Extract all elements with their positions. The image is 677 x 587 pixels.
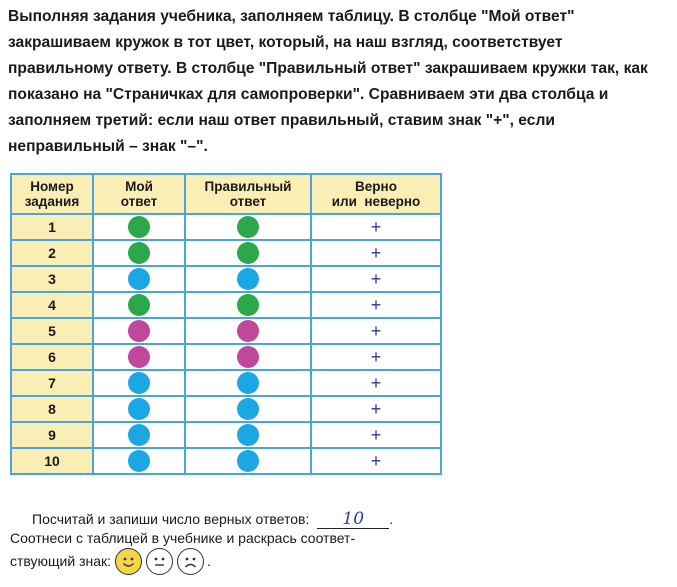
correct-answer-circle[interactable] — [237, 268, 259, 290]
verdict-cell — [311, 318, 441, 344]
correct-answer-cell — [185, 292, 311, 318]
my-answer-cell — [93, 448, 185, 474]
instruction-line: неправильный – знак "–". — [8, 138, 208, 155]
instruction-line: правильному ответу. В столбце "Правильный ответ" закрашиваем кружки так, как — [8, 60, 648, 77]
table-row — [11, 214, 441, 240]
verdict-cell — [311, 266, 441, 292]
header-text: задания — [24, 194, 80, 209]
table-row — [11, 240, 441, 266]
my-answer-circle[interactable] — [128, 242, 150, 264]
header-text: Мой — [125, 179, 153, 194]
verdict-mark: + — [370, 372, 382, 393]
task-number: 6 — [11, 344, 93, 370]
correct-answer-circle[interactable] — [237, 242, 259, 264]
table-header-row — [11, 174, 441, 214]
my-answer-cell — [93, 240, 185, 266]
my-answer-cell — [93, 318, 185, 344]
task-number: 4 — [11, 292, 93, 318]
count-answer-field[interactable]: 10 — [317, 511, 389, 529]
verdict-mark: + — [370, 216, 382, 237]
correct-answer-cell — [185, 396, 311, 422]
table-row — [11, 266, 441, 292]
verdict-mark: + — [370, 450, 382, 471]
verdict-cell — [311, 214, 441, 240]
instruction-line-2: Соотнеси с таблицей в учебнике и раскрась соответ- — [10, 530, 356, 546]
task-number: 3 — [11, 266, 93, 292]
table-row — [11, 422, 441, 448]
verdict-mark: + — [370, 424, 382, 445]
faces-prompt: ствующий знак: — [10, 553, 112, 569]
period: . — [207, 553, 211, 569]
header-correct-answer — [185, 174, 311, 214]
header-text: Номер — [30, 179, 74, 194]
my-answer-circle[interactable] — [128, 294, 150, 316]
my-answer-circle[interactable] — [128, 424, 150, 446]
count-prompt: Посчитай и запиши число верных ответов: — [32, 511, 310, 527]
my-answer-circle[interactable] — [128, 320, 150, 342]
task-number: 9 — [11, 422, 93, 448]
correct-answer-cell — [185, 422, 311, 448]
verdict-mark: + — [370, 294, 382, 315]
header-verdict — [311, 174, 441, 214]
my-answer-circle[interactable] — [128, 450, 150, 472]
verdict-cell — [311, 422, 441, 448]
verdict-mark: + — [370, 320, 382, 341]
verdict-cell — [311, 370, 441, 396]
instruction-line: показано на "Страничках для самопроверки". Сравниваем эти два столбца и — [8, 86, 609, 103]
verdict-mark: + — [370, 242, 382, 263]
verdict-cell — [311, 344, 441, 370]
table-row — [11, 370, 441, 396]
header-task-number — [11, 174, 93, 214]
task-number: 5 — [11, 318, 93, 344]
faces-line — [10, 548, 450, 575]
table-row — [11, 344, 441, 370]
neutral-face-icon[interactable] — [146, 548, 173, 575]
verdict-mark: + — [370, 398, 382, 419]
correct-answer-cell — [185, 448, 311, 474]
verdict-mark: + — [370, 268, 382, 289]
header-text: или неверно — [331, 194, 421, 209]
task-number: 2 — [11, 240, 93, 266]
period: . — [389, 511, 394, 527]
my-answer-circle[interactable] — [128, 398, 150, 420]
my-answer-circle[interactable] — [128, 346, 150, 368]
my-answer-circle[interactable] — [128, 268, 150, 290]
count-line — [10, 510, 450, 529]
my-answer-circle[interactable] — [128, 372, 150, 394]
task-number: 1 — [11, 214, 93, 240]
header-text: ответ — [229, 194, 267, 209]
instruction-line: Выполняя задания учебника, заполняем таблицу. В столбце "Мой ответ" — [8, 8, 575, 25]
instruction-line: заполняем третий: если наш ответ правильный, ставим знак "+", если — [8, 112, 555, 129]
correct-answer-circle[interactable] — [237, 424, 259, 446]
correct-answer-circle[interactable] — [237, 320, 259, 342]
footer — [10, 510, 450, 575]
self-check-table — [10, 173, 442, 475]
header-my-answer — [93, 174, 185, 214]
task-number: 8 — [11, 396, 93, 422]
my-answer-cell — [93, 292, 185, 318]
correct-answer-circle[interactable] — [237, 346, 259, 368]
my-answer-cell — [93, 344, 185, 370]
happy-face-icon[interactable] — [115, 548, 142, 575]
table-row — [11, 448, 441, 474]
verdict-cell — [311, 292, 441, 318]
table-row — [11, 318, 441, 344]
correct-answer-cell — [185, 240, 311, 266]
verdict-mark: + — [370, 346, 382, 367]
my-answer-circle[interactable] — [128, 216, 150, 238]
my-answer-cell — [93, 370, 185, 396]
table-row — [11, 396, 441, 422]
header-text: Верно — [355, 179, 397, 194]
table-row — [11, 292, 441, 318]
correct-answer-circle[interactable] — [237, 372, 259, 394]
instruction-line: закрашиваем кружок в тот цвет, который, на наш взгляд, соответствует — [8, 34, 563, 51]
my-answer-cell — [93, 266, 185, 292]
correct-answer-circle[interactable] — [237, 216, 259, 238]
correct-answer-cell — [185, 370, 311, 396]
task-number: 10 — [11, 448, 93, 474]
task-number: 7 — [11, 370, 93, 396]
sad-face-icon[interactable] — [177, 548, 204, 575]
correct-answer-cell — [185, 214, 311, 240]
correct-answer-cell — [185, 266, 311, 292]
correct-answer-cell — [185, 318, 311, 344]
verdict-cell — [311, 448, 441, 474]
correct-answer-circle[interactable] — [237, 450, 259, 472]
verdict-cell — [311, 240, 441, 266]
header-text: ответ — [120, 194, 158, 209]
my-answer-cell — [93, 422, 185, 448]
my-answer-cell — [93, 396, 185, 422]
correct-answer-cell — [185, 344, 311, 370]
header-text: Правильный — [204, 179, 292, 194]
instruction-text — [8, 4, 673, 160]
correct-answer-circle[interactable] — [237, 294, 259, 316]
verdict-cell — [311, 396, 441, 422]
correct-answer-circle[interactable] — [237, 398, 259, 420]
my-answer-cell — [93, 214, 185, 240]
